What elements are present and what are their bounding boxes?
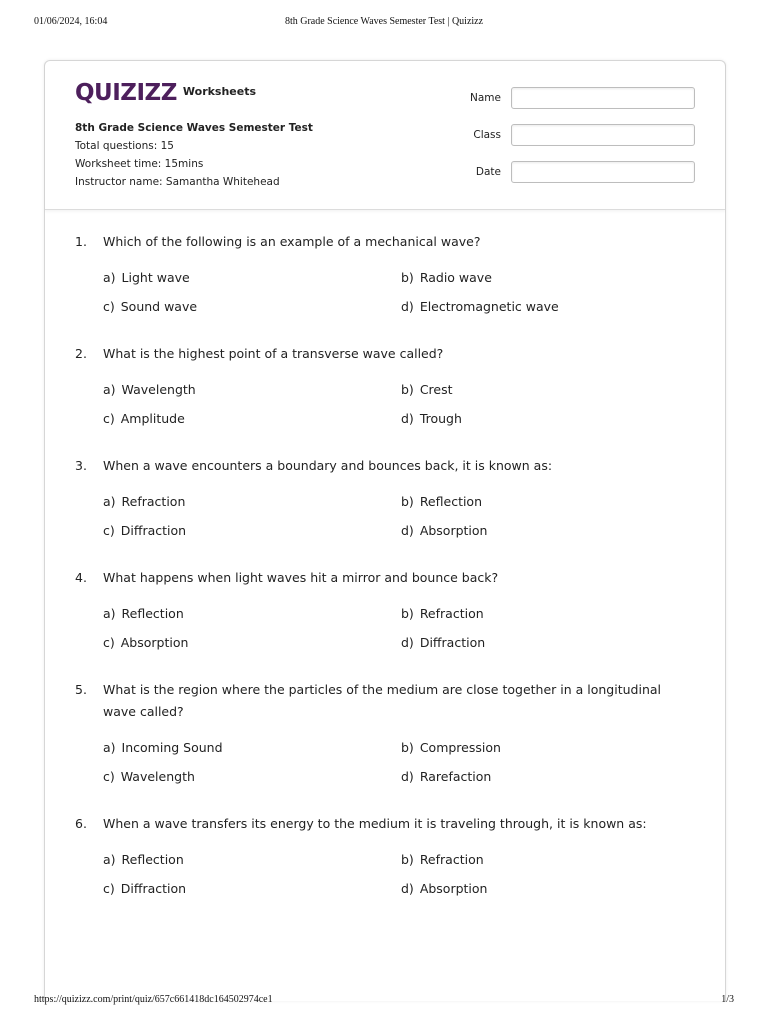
worksheet-sheet <box>44 60 726 1001</box>
option-text: Refraction <box>419 852 484 867</box>
option-b <box>401 491 695 512</box>
option-a <box>103 267 401 288</box>
option-d <box>401 520 695 541</box>
print-header <box>34 16 734 30</box>
option-text: Radio wave <box>419 270 492 285</box>
date-field-row <box>441 161 695 183</box>
option-letter: d) <box>401 299 414 314</box>
class-field-row <box>441 124 695 146</box>
option-text: Amplitude <box>120 411 185 426</box>
print-footer <box>34 994 734 1008</box>
option-letter: a) <box>103 382 116 397</box>
question-text: Which of the following is an example of a mechanical wave? <box>103 234 481 249</box>
option-text: Diffraction <box>120 523 187 538</box>
question-number: 1. <box>75 234 87 249</box>
option-c <box>103 408 401 429</box>
print-page-number: 1/3 <box>721 994 734 1005</box>
option-d <box>401 408 695 429</box>
option-letter: c) <box>103 635 115 650</box>
option-letter: a) <box>103 270 116 285</box>
option-text: Crest <box>419 382 453 397</box>
quizizz-logo: QUIZIZZ <box>75 80 177 106</box>
option-c <box>103 520 401 541</box>
option-letter: d) <box>401 635 414 650</box>
option-text: Rarefaction <box>419 769 492 784</box>
name-field[interactable] <box>511 87 695 109</box>
option-letter: b) <box>401 606 414 621</box>
option-a <box>103 379 401 400</box>
option-c <box>103 296 401 317</box>
question-number: 4. <box>75 570 87 585</box>
name-label: Name <box>470 92 501 104</box>
answer-options <box>103 267 695 317</box>
question-1 <box>75 231 695 317</box>
option-text: Reflection <box>121 852 184 867</box>
option-letter: c) <box>103 881 115 896</box>
name-field-row <box>441 87 695 109</box>
option-text: Incoming Sound <box>121 740 223 755</box>
option-text: Reflection <box>419 494 483 509</box>
option-a <box>103 737 401 758</box>
question-text: What is the highest point of a transverse wave called? <box>103 346 444 361</box>
option-b <box>401 379 695 400</box>
question-3 <box>75 455 695 541</box>
option-letter: c) <box>103 411 115 426</box>
total-questions: Total questions: 15 <box>75 140 174 152</box>
option-b <box>401 267 695 288</box>
option-letter: b) <box>401 852 414 867</box>
question-5 <box>75 679 695 787</box>
option-letter: d) <box>401 769 414 784</box>
option-letter: d) <box>401 881 414 896</box>
option-text: Sound wave <box>120 299 198 314</box>
worksheet-info <box>75 119 313 191</box>
option-letter: a) <box>103 852 116 867</box>
answer-options <box>103 603 695 653</box>
option-d <box>401 296 695 317</box>
option-text: Wavelength <box>120 769 195 784</box>
option-letter: d) <box>401 523 414 538</box>
print-page-title: 8th Grade Science Waves Semester Test | Quizizz <box>284 16 484 27</box>
brand-subtitle: Worksheets <box>182 85 257 98</box>
answer-options <box>103 491 695 541</box>
question-text: What happens when light waves hit a mirror and bounce back? <box>103 570 499 585</box>
option-text: Refraction <box>121 494 186 509</box>
question-number: 3. <box>75 458 87 473</box>
worksheet-title: 8th Grade Science Waves Semester Test <box>75 122 313 134</box>
question-text: What is the region where the particles of the medium are close together in a longitudinal wave called? <box>103 682 662 719</box>
option-text: Compression <box>419 740 501 755</box>
option-letter: d) <box>401 411 414 426</box>
worksheet-header <box>45 61 725 210</box>
print-datetime: 01/06/2024, 16:04 <box>34 16 108 27</box>
option-letter: c) <box>103 299 115 314</box>
option-d <box>401 766 695 787</box>
option-d <box>401 878 695 899</box>
question-6 <box>75 813 695 899</box>
option-letter: b) <box>401 270 414 285</box>
answer-options <box>103 737 695 787</box>
question-number: 6. <box>75 816 87 831</box>
option-letter: c) <box>103 769 115 784</box>
option-a <box>103 491 401 512</box>
answer-options <box>103 849 695 899</box>
option-text: Wavelength <box>121 382 196 397</box>
option-letter: b) <box>401 382 414 397</box>
option-text: Diffraction <box>120 881 187 896</box>
question-list <box>75 231 695 925</box>
option-letter: a) <box>103 606 116 621</box>
question-4 <box>75 567 695 653</box>
question-number: 2. <box>75 346 87 361</box>
option-text: Absorption <box>419 881 488 896</box>
question-text: When a wave encounters a boundary and bounces back, it is known as: <box>103 458 553 473</box>
option-a <box>103 849 401 870</box>
option-letter: a) <box>103 494 116 509</box>
option-b <box>401 737 695 758</box>
option-letter: b) <box>401 740 414 755</box>
option-letter: c) <box>103 523 115 538</box>
option-letter: b) <box>401 494 414 509</box>
option-a <box>103 603 401 624</box>
option-text: Trough <box>419 411 462 426</box>
class-label: Class <box>473 129 501 141</box>
option-text: Electromagnetic wave <box>419 299 559 314</box>
brand <box>75 79 256 107</box>
option-c <box>103 766 401 787</box>
date-field[interactable] <box>511 161 695 183</box>
option-text: Light wave <box>121 270 190 285</box>
option-text: Refraction <box>419 606 484 621</box>
question-2 <box>75 343 695 429</box>
worksheet-time: Worksheet time: 15mins <box>75 158 204 170</box>
date-label: Date <box>475 166 501 178</box>
option-letter: a) <box>103 740 116 755</box>
option-b <box>401 603 695 624</box>
option-text: Reflection <box>121 606 184 621</box>
option-b <box>401 849 695 870</box>
question-text: When a wave transfers its energy to the medium it is traveling through, it is known as: <box>103 816 647 831</box>
answer-options <box>103 379 695 429</box>
option-d <box>401 632 695 653</box>
instructor-name: Instructor name: Samantha Whitehead <box>75 176 280 188</box>
print-url[interactable]: https://quizizz.com/print/quiz/657c661418dc164502974ce1 <box>34 994 273 1005</box>
class-field[interactable] <box>511 124 695 146</box>
option-text: Absorption <box>419 523 488 538</box>
question-number: 5. <box>75 682 87 697</box>
option-text: Absorption <box>120 635 189 650</box>
option-c <box>103 878 401 899</box>
option-text: Diffraction <box>419 635 486 650</box>
option-c <box>103 632 401 653</box>
